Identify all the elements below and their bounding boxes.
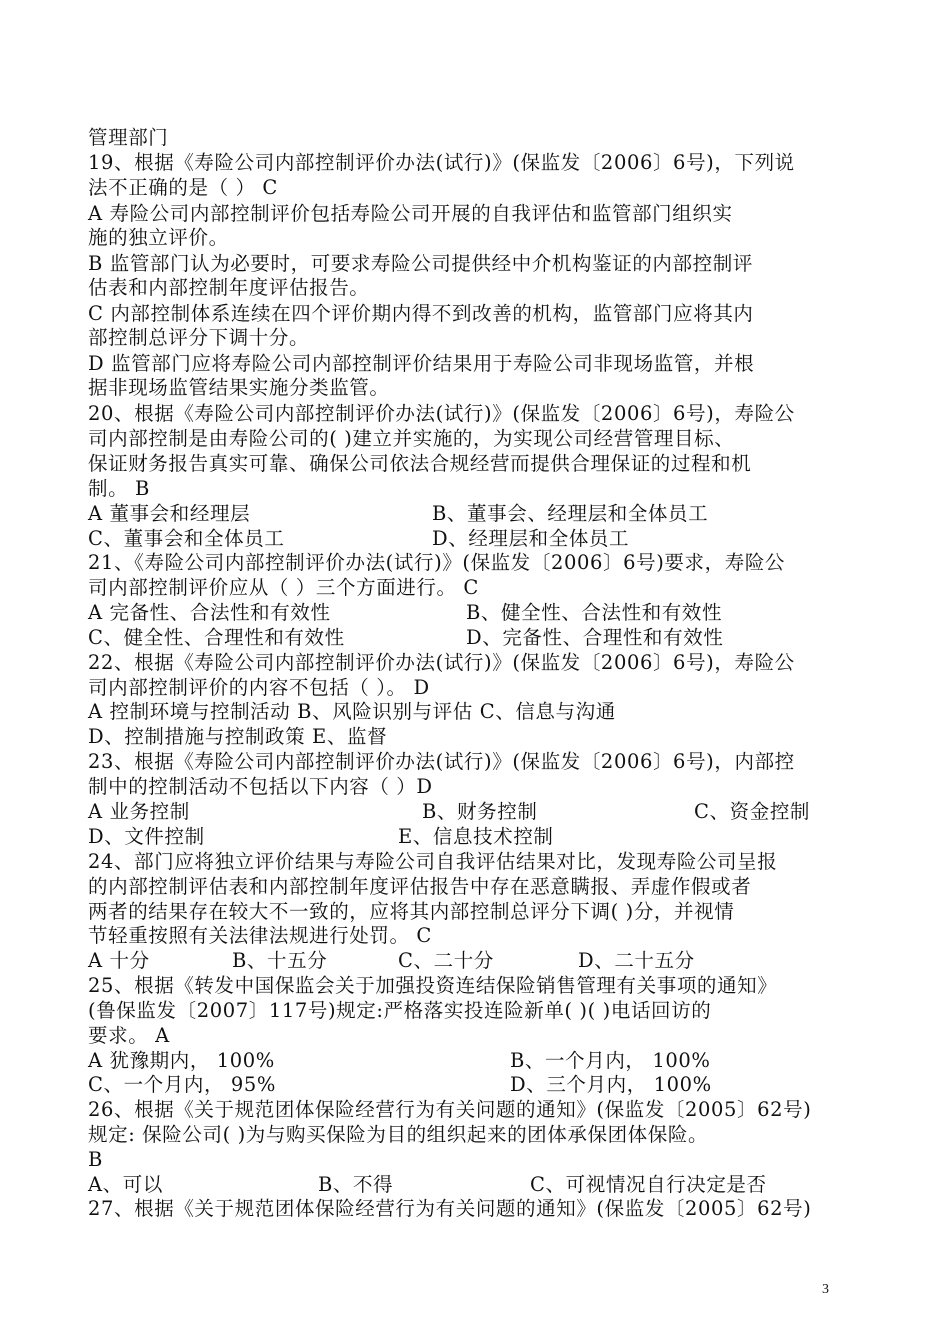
option-d: D、三个月内， 100% <box>510 1073 712 1096</box>
option-d: D、文件控制 <box>88 825 205 848</box>
question-20: 20、根据《寿险公司内部控制评价办法(试行)》(保监发〔2006〕6号)，寿险公 <box>88 402 795 425</box>
option-b: B 监管部门认为必要时，可要求寿险公司提供经中介机构鉴证的内部控制评 <box>88 252 753 275</box>
text-line: 要求。 A <box>88 1024 170 1047</box>
option-c: C、可视情况自行决定是否 <box>530 1173 767 1196</box>
text-line: 保证财务报告真实可靠、确保公司依法合规经营而提供合理保证的过程和机 <box>88 452 752 475</box>
option-a: A 完备性、合法性和有效性 <box>88 601 331 624</box>
option-e: E、信息技术控制 <box>398 825 554 848</box>
option-d: D 监管部门应将寿险公司内部控制评价结果用于寿险公司非现场监管，并根 <box>88 352 755 375</box>
text-line: 两者的结果存在较大不一致的，应将其内部控制总评分下调( )分，并视情 <box>88 900 735 923</box>
option-b: B、董事会、经理层和全体员工 <box>432 502 709 525</box>
option-c: C、资金控制 <box>694 800 811 823</box>
question-22: 22、根据《寿险公司内部控制评价办法(试行)》(保监发〔2006〕6号)，寿险公 <box>88 651 795 674</box>
option-c: C、一个月内， 95% <box>88 1073 277 1096</box>
option-d: D、经理层和全体员工 <box>432 527 630 550</box>
option-d: D、完备性、合理性和有效性 <box>466 626 724 649</box>
question-19: 19、根据《寿险公司内部控制评价办法(试行)》(保监发〔2006〕6号)，下列说 <box>88 151 795 174</box>
question-23: 23、根据《寿险公司内部控制评价办法(试行)》(保监发〔2006〕6号)，内部控 <box>88 750 795 773</box>
text-line: 估表和内部控制年度评估报告。 <box>88 276 370 299</box>
option-row: A 控制环境与控制活动 B、风险识别与评估 C、信息与沟通 <box>88 700 616 723</box>
answer-letter: B <box>88 1148 103 1171</box>
option-b: B、不得 <box>318 1173 394 1196</box>
text-line: 司内部控制评价的内容不包括（ ）。 D <box>88 676 430 699</box>
page-number: 3 <box>822 1282 829 1297</box>
option-c: C、董事会和全体员工 <box>88 527 285 550</box>
question-21: 21、《寿险公司内部控制评价办法(试行)》(保监发〔2006〕6号)要求，寿险公 <box>88 551 786 574</box>
option-c: C、二十分 <box>398 949 494 972</box>
text-line: 部控制总评分下调十分。 <box>88 326 310 349</box>
question-26: 26、根据《关于规范团体保险经营行为有关问题的通知》(保监发〔2005〕62号) <box>88 1098 812 1121</box>
option-d: D、二十五分 <box>578 949 695 972</box>
text-line: 制。 B <box>88 477 150 500</box>
text-line: 法不正确的是（ ） C <box>88 176 278 199</box>
question-27: 27、根据《关于规范团体保险经营行为有关问题的通知》(保监发〔2005〕62号) <box>88 1197 812 1220</box>
option-a: A 十分 <box>88 949 150 972</box>
option-c: C、健全性、合理性和有效性 <box>88 626 345 649</box>
text-line: 制中的控制活动不包括以下内容（ ）D <box>88 775 433 798</box>
question-24: 24、部门应将独立评价结果与寿险公司自我评估结果对比，发现寿险公司呈报 <box>88 850 778 873</box>
text-line: 的内部控制评估表和内部控制年度评估报告中存在恶意瞒报、弄虚作假或者 <box>88 875 752 898</box>
option-b: B、财务控制 <box>422 800 538 823</box>
text-line: 规定: 保险公司( )为与购买保险为目的组织起来的团体承保团体保险。 <box>88 1123 709 1146</box>
text-line: 司内部控制评价应从（ ）三个方面进行。 C <box>88 576 479 599</box>
text-line: 管理部门 <box>88 126 169 149</box>
option-a: A 犹豫期内， 100% <box>88 1049 275 1072</box>
text-line: 司内部控制是由寿险公司的( )建立并实施的，为实现公司经营管理目标、 <box>88 427 735 450</box>
text-line: 据非现场监管结果实施分类监管。 <box>88 376 390 399</box>
option-a: A 董事会和经理层 <box>88 502 251 525</box>
option-a: A、可以 <box>88 1173 163 1196</box>
option-b: B、一个月内， 100% <box>510 1049 711 1072</box>
option-b: B、十五分 <box>232 949 328 972</box>
question-25: 25、根据《转发中国保监会关于加强投资连结保险销售管理有关事项的通知》 <box>88 974 778 997</box>
option-b: B、健全性、合法性和有效性 <box>466 601 723 624</box>
option-c: C 内部控制体系连续在四个评价期内得不到改善的机构，监管部门应将其内 <box>88 302 754 325</box>
text-line: 节轻重按照有关法律法规进行处罚。 C <box>88 924 432 947</box>
text-line: 施的独立评价。 <box>88 226 229 249</box>
option-a: A 业务控制 <box>88 800 190 823</box>
option-row: D、控制措施与控制政策 E、监督 <box>88 725 388 748</box>
text-line: (鲁保监发〔2007〕117号)规定:严格落实投连险新单( )( )电话回访的 <box>88 999 712 1022</box>
option-a: A 寿险公司内部控制评价包括寿险公司开展的自我评估和监管部门组织实 <box>88 202 733 225</box>
